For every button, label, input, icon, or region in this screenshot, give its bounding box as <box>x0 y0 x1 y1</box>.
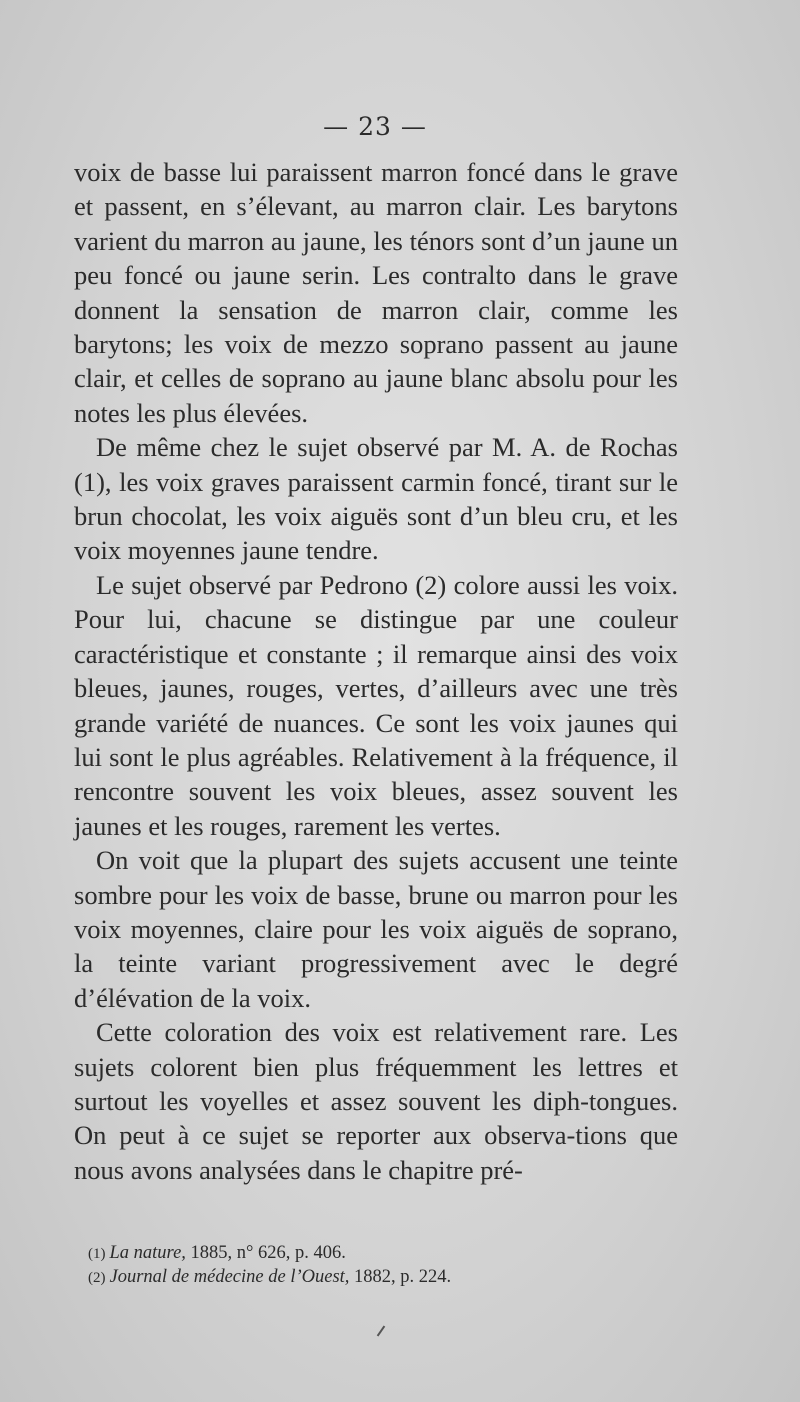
footnote-details: 1882, p. 224. <box>349 1267 452 1287</box>
footnote-marker: (2) <box>88 1270 106 1286</box>
stray-ink-mark <box>377 1326 386 1337</box>
footnote <box>88 1242 688 1266</box>
footnote-marker: (1) <box>88 1246 106 1262</box>
footnote-details: 1885, n° 626, p. 406. <box>185 1243 346 1263</box>
footnote <box>88 1266 688 1290</box>
paragraph: voix de basse lui paraissent marron foncé dans le grave et passent, en s’élevant, au marron clair. Les barytons varient du marron au jaune, les ténors sont d’un jaune un peu foncé ou jaune serin. Les contralto dans le grave donnent la sensation de marron clair, comme les barytons; les voix de mezzo soprano passent au jaune clair, et celles de soprano au jaune blanc absolu pour les notes les plus élevées. <box>74 157 678 428</box>
body-text <box>74 155 678 1187</box>
page-number: — 23 — <box>323 112 427 141</box>
footnote-source: La nature, <box>109 1243 186 1263</box>
paragraph: De même chez le sujet observé par M. A. de Rochas (1), les voix graves paraissent carmin foncé, tirant sur le brun chocolat, les voix aiguës sont d’un bleu cru, et les voix moyennes jaune tendre. <box>74 432 678 566</box>
paragraph: Cette coloration des voix est relativement rare. Les sujets colorent bien plus fréquemment les lettres et surtout les voyelles et assez souvent les diph-tongues. On peut à ce sujet se reporter aux observa-tions que nous avons analysées dans le chapitre pré- <box>74 1017 678 1185</box>
footnotes <box>88 1242 688 1290</box>
paragraph: On voit que la plupart des sujets accusent une teinte sombre pour les voix de basse, brune ou marron pour les voix moyennes, claire pour les voix aiguës de soprano, la teinte variant progressivement avec le degré d’élévation de la voix. <box>74 845 678 1013</box>
footnote-source: Journal de médecine de l’Ouest, <box>109 1267 350 1287</box>
paragraph: Le sujet observé par Pedrono (2) colore aussi les voix. Pour lui, chacune se distingue par une couleur caractéristique et constante ; il remarque ainsi des voix bleues, jaunes, rouges, vertes, d’ailleurs avec une très grande variété de nuances. Ce sont les voix jaunes qui lui sont le plus agréables. Relativement à la fréquence, il rencontre souvent les voix bleues, assez souvent les jaunes et les rouges, rarement les vertes. <box>74 569 678 841</box>
